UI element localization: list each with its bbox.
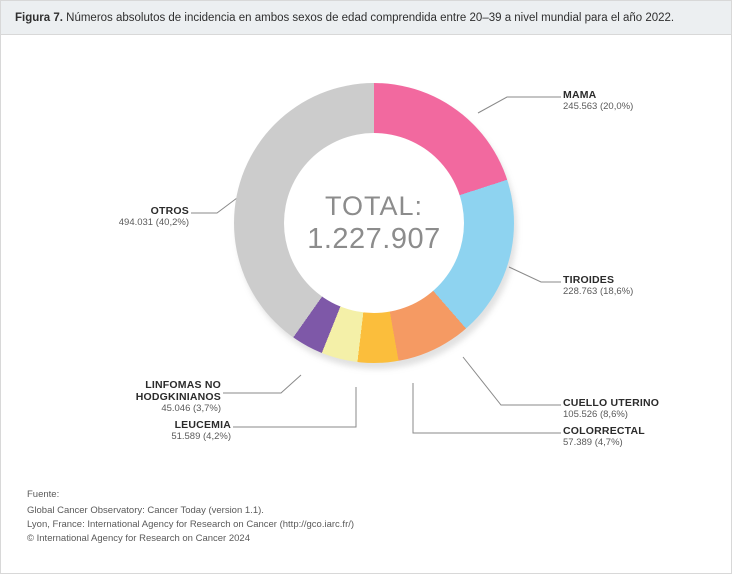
source-line-3: © International Agency for Research on Cancer 2024 [27, 533, 250, 544]
total-label: TOTAL: [324, 191, 424, 221]
figure-caption-text: Números absolutos de incidencia en ambos sexos de edad comprendida entre 20–39 a nivel mundial para el año 2022. [66, 11, 675, 24]
label-tiroides-value: 228.763 (18,6%) [563, 286, 634, 297]
label-linfomas-name-line2: HODGKINIANOS [135, 391, 221, 403]
label-tiroides-name: TIROIDES [563, 274, 615, 286]
label-cuello-uterino-value: 105.526 (8,6%) [563, 409, 628, 420]
source-line-2: Lyon, France: International Agency for Research on Cancer (http://gco.iarc.fr/) [27, 519, 355, 530]
label-leucemia-value: 51.589 (4,2%) [171, 431, 231, 442]
chart-area [1, 35, 731, 480]
source-heading: Fuente: [27, 489, 60, 500]
donut-chart [234, 83, 514, 363]
label-leucemia [81, 419, 231, 443]
label-cuello-uterino [563, 397, 659, 421]
label-otros [41, 205, 189, 229]
label-colorrectal-value: 57.389 (4,7%) [563, 437, 623, 448]
donut-ring [234, 83, 514, 363]
figure-caption-label: Figura 7. [15, 11, 63, 24]
label-linfomas-name-line1: LINFOMAS NO [145, 379, 221, 391]
total-value: 1.227.907 [307, 223, 441, 255]
label-linfomas-value: 45.046 (3,7%) [161, 403, 221, 414]
label-colorrectal-name: COLORRECTAL [563, 425, 645, 437]
label-linfomas-no-hodgkinianos [61, 379, 221, 415]
source-line-1: Global Cancer Observatory: Cancer Today (version 1.1). [27, 505, 264, 516]
figure-caption-bar [1, 1, 731, 35]
label-otros-name: OTROS [150, 205, 189, 217]
label-mama [563, 89, 633, 113]
label-cuello-uterino-name: CUELLO UTERINO [563, 397, 660, 409]
label-colorrectal [563, 425, 645, 449]
label-otros-value: 494.031 (40,2%) [118, 217, 189, 228]
label-mama-value: 245.563 (20,0%) [563, 101, 634, 112]
label-tiroides [563, 274, 633, 298]
donut-center [284, 133, 464, 313]
label-leucemia-name: LEUCEMIA [174, 419, 231, 431]
label-mama-name: MAMA [563, 89, 597, 101]
figure-caption [15, 11, 674, 25]
source-block [27, 488, 627, 546]
